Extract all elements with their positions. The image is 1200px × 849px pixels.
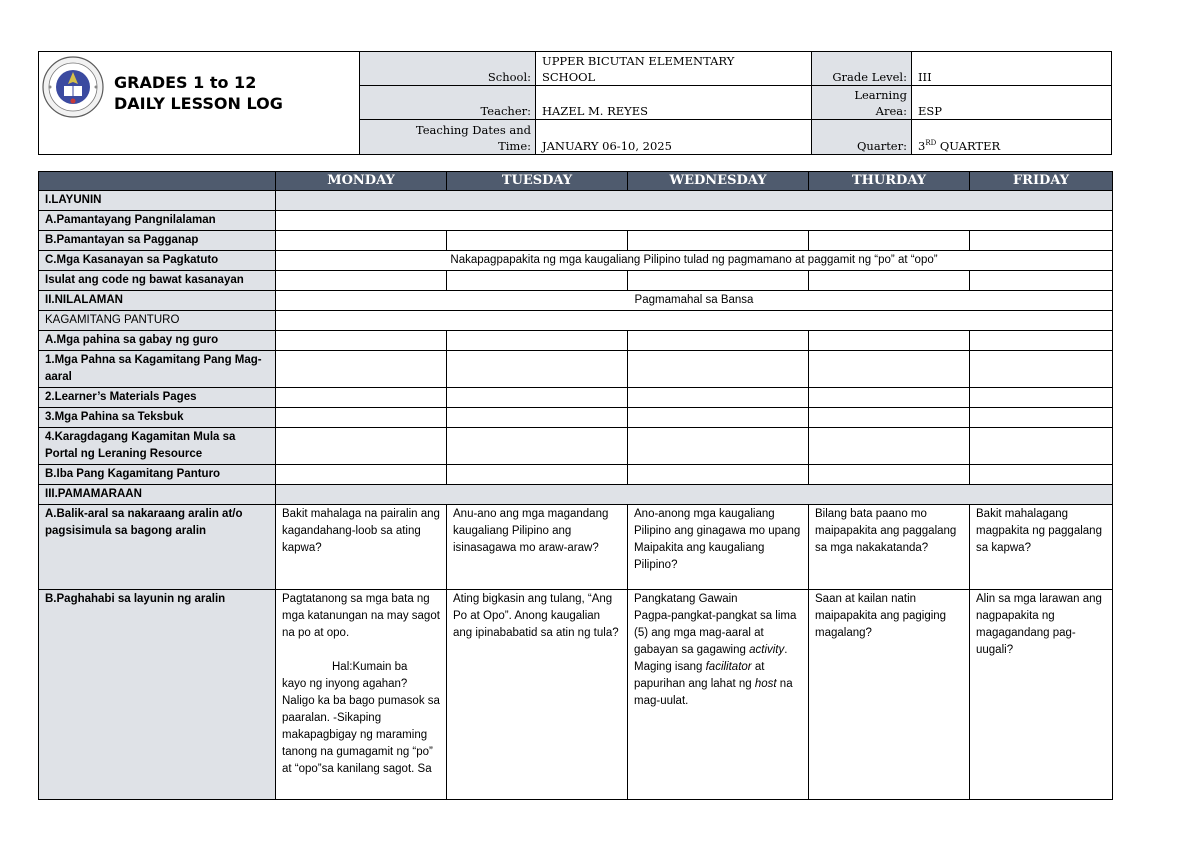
table-row [39,590,1113,800]
paghahabi-wednesday-l1: Pangkatang Gawain [634,593,738,605]
cell [447,465,628,485]
cell [447,271,628,291]
cell [276,465,447,485]
spacer [282,642,440,659]
cell [809,351,970,388]
learning-area-value: ESP [911,86,1111,119]
paghahabi-wednesday-body: Pagpa-pangkat-pangkat sa lima (5) ang mga mag-aaral at gabayan sa gagawing activity. Maging isang facilitator at papurihan ang lahat ng host na mag-uulat. [634,610,797,707]
kasanayan-value: Nakapagpapakita ng mga kaugaliang Pilipino tulad ng pagmamano at paggamit ng “po” at “opo” [276,251,1113,271]
table-row [39,211,1113,231]
table-row [39,331,1113,351]
cell [447,331,628,351]
pamantayang-span-cell [276,211,1113,231]
cell [628,388,809,408]
cell [628,271,809,291]
cell [276,331,447,351]
cell [809,428,970,465]
balik-aral-wednesday-line2: Maipakita ang kaugaliang Pilipino? [634,542,765,571]
cell [447,351,628,388]
cell [447,388,628,408]
teacher-label: Teacher: [359,86,535,119]
row-label-pamantayan-pagganap: B.Pamantayan sa Pagganap [39,231,276,251]
cell [276,428,447,465]
cell [276,271,447,291]
cell [276,231,447,251]
cell [970,388,1113,408]
header-logo-cell [39,52,359,154]
balik-aral-wednesday [628,505,809,590]
cell [628,331,809,351]
table-row [39,351,1113,388]
table-row [39,505,1113,590]
row-label-isulat-code: Isulat ang code ng bawat kasanayan [39,271,276,291]
lesson-log-header [38,51,1112,155]
cell [276,351,447,388]
grade-level-value: III [911,52,1111,85]
paghahabi-monday-p3: kayo ng inyong agahan? Naligo ka ba bago pumasok sa paaralan. -Sikaping makapagbigay ng maraming tanong na gumagamit ng “po” at “opo”sa kanilang sagot. Sa [282,678,440,775]
table-row [39,191,1113,211]
teaching-dates-value: JANUARY 06-10, 2025 [535,120,811,154]
table-row [39,428,1113,465]
cell [276,388,447,408]
day-header-row [39,172,1113,191]
pamamaraan-span-cell [276,485,1113,505]
quarter-label: Quarter: [811,120,911,154]
cell [447,428,628,465]
kagamitan-span-cell [276,311,1113,331]
balik-aral-wednesday-line1: Ano-anong mga kaugaliang Pilipino ang ginagawa mo upang [634,508,801,537]
deped-seal-icon [42,56,104,118]
table-row [39,271,1113,291]
row-label-paghahabi: B.Paghahabi sa layunin ng aralin [39,590,276,800]
row-label-kasanayan: C.Mga Kasanayan sa Pagkatuto [39,251,276,271]
day-header-thursday: THURDAY [809,172,970,191]
table-row [39,231,1113,251]
row-label-pamamaraan: III.PAMAMARAAN [39,485,276,505]
balik-aral-thursday: Bilang bata paano mo maipapakita ang paggalang sa mga nakakatanda? [809,505,970,590]
row-label-kagamitan: KAGAMITANG PANTURO [39,311,276,331]
row-label-pahina-kagamitan: 1.Mga Pahna sa Kagamitang Pang Mag-aaral [39,351,276,388]
day-header-friday: FRIDAY [970,172,1113,191]
cell [809,331,970,351]
cell [447,408,628,428]
table-row [39,408,1113,428]
cell [970,231,1113,251]
learning-area-label: Learning Area: [811,86,911,119]
cell [970,408,1113,428]
nilalaman-value: Pagmamahal sa Bansa [276,291,1113,311]
table-row [39,465,1113,485]
day-header-wednesday: WEDNESDAY [628,172,809,191]
title-line-2: DAILY LESSON LOG [114,94,283,113]
row-label-pamantayang-pangnilalaman: A.Pamantayang Pangnilalaman [39,211,276,231]
balik-aral-monday: Bakit mahalaga na pairalin ang kagandahang-loob sa ating kapwa? [276,505,447,590]
balik-aral-friday: Bakit mahalagang magpakita ng paggalang sa kapwa? [970,505,1113,590]
table-row [39,388,1113,408]
school-label: School: [359,52,535,85]
layunin-span-cell [276,191,1113,211]
row-label-teksbuk: 3.Mga Pahina sa Teksbuk [39,408,276,428]
balik-aral-tuesday: Anu-ano ang mga magandang kaugaliang Pilipino ang isinasagawa mo araw-araw? [447,505,628,590]
cell [276,408,447,428]
row-label-layunin: I.LAYUNIN [39,191,276,211]
paghahabi-monday-p2: Hal:Kumain ba [332,661,408,673]
row-label-learners-materials: 2.Learner’s Materials Pages [39,388,276,408]
cell [970,271,1113,291]
day-header-tuesday: TUESDAY [447,172,628,191]
title-line-1: GRADES 1 to 12 [114,73,257,92]
corner-header-cell [39,172,276,191]
row-label-balik-aral: A.Balik-aral sa nakaraang aralin at/o pagsisimula sa bagong aralin [39,505,276,590]
table-row [39,485,1113,505]
paghahabi-monday-p1: Pagtatanong sa mga bata ng mga katanungan na may sagot na po at opo. [282,593,440,639]
school-value: UPPER BICUTAN ELEMENTARY SCHOOL [535,52,811,85]
quarter-value: 3RD QUARTER [911,120,1111,154]
row-label-iba-pang: B.Iba Pang Kagamitang Panturo [39,465,276,485]
paghahabi-tuesday: Ating bigkasin ang tulang, “Ang Po at Opo”. Anong kaugalian ang ipinababatid sa atin ng tula? [447,590,628,800]
cell [809,408,970,428]
row-label-karagdagang: 4.Karagdagang Kagamitan Mula sa Portal ng Leraning Resource [39,428,276,465]
cell [447,231,628,251]
paghahabi-wednesday [628,590,809,800]
table-row [39,311,1113,331]
table-row [39,251,1113,271]
teaching-dates-label: Teaching Dates and Time: [359,120,535,154]
lesson-log-table [38,171,1113,800]
teacher-value: HAZEL M. REYES [535,86,811,119]
cell [628,465,809,485]
cell [970,351,1113,388]
table-row [39,291,1113,311]
cell [809,231,970,251]
lesson-log-title [114,72,283,114]
paghahabi-monday [276,590,447,800]
cell [628,408,809,428]
row-label-pahina-gabay: A.Mga pahina sa gabay ng guro [39,331,276,351]
grade-level-label: Grade Level: [811,52,911,85]
cell [809,465,970,485]
cell [809,271,970,291]
cell [809,388,970,408]
paghahabi-friday: Alin sa mga larawan ang nagpapakita ng magagandang pag-uugali? [970,590,1113,800]
paghahabi-thursday: Saan at kailan natin maipapakita ang pagiging magalang? [809,590,970,800]
cell [970,428,1113,465]
row-label-nilalaman: II.NILALAMAN [39,291,276,311]
cell [970,465,1113,485]
cell [970,331,1113,351]
day-header-monday: MONDAY [276,172,447,191]
cell [628,351,809,388]
cell [628,231,809,251]
cell [628,428,809,465]
